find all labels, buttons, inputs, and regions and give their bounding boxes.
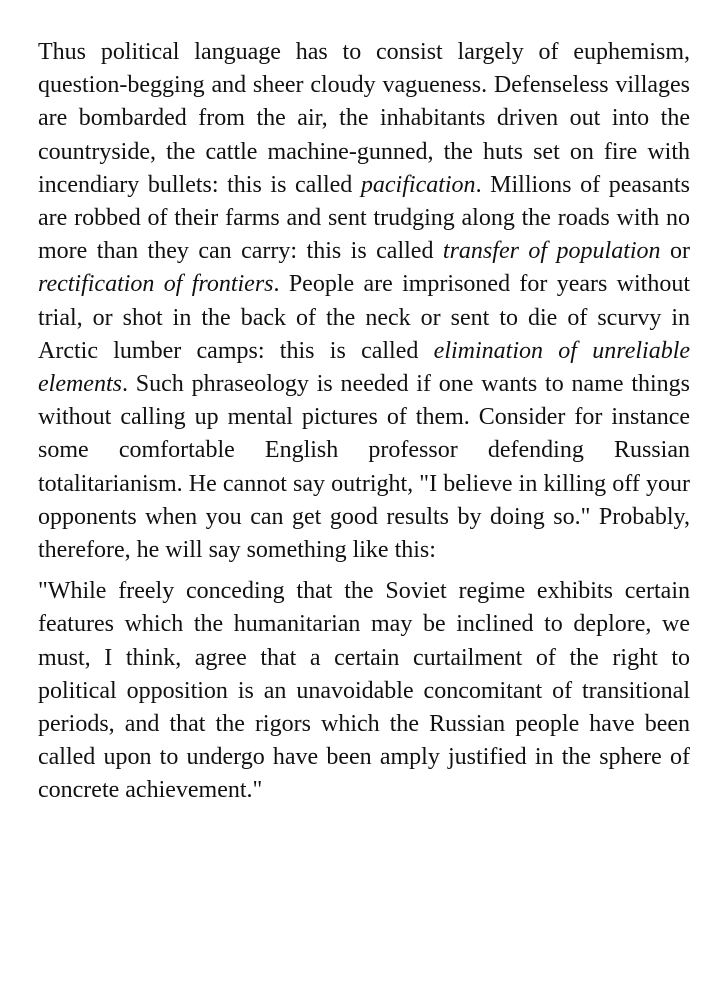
text-segment: . Such phraseology is needed if one wants to name things without calling up mental pictures of them. Consider for instance some comfortable English professor defending Russian totalitarianism. He cannot say outright, "I believe in killing off your opponents when you can get good results by doing so." Probably, therefore, he will say something like this: bbox=[38, 371, 690, 564]
italic-term-transfer-of-population: transfer of population bbox=[442, 238, 661, 265]
document-page bbox=[38, 36, 690, 808]
paragraph-quoted-example: "While freely conceding that the Soviet regime exhibits certain features which the humanitarian may be inclined to deplore, we must, I think, agree that a certain curtailment of the right to political opposition is an unavoidable concomitant of transitional periods, and that the rigors which the Russian people have been called upon to undergo have been amply justified in the sphere of concrete achievement." bbox=[38, 578, 690, 804]
text-segment: Thus political language has to consist largely of euphemism, question-begging and sheer cloudy vagueness. Defenseless villages are bombarded from the air, the inhabitants driven out into the countryside, the cattle machine-gunned, the huts set on fire with incendiary bullets: this is called bbox=[38, 39, 690, 198]
text-segment: or bbox=[660, 238, 690, 265]
italic-term-elimination-of-unreliable-elements: elimination of unreliable elements bbox=[38, 337, 691, 398]
paragraph-political-language bbox=[38, 36, 690, 567]
text-segment: . Millions of peasants are robbed of their farms and sent trudging along the roads with no more than they can carry: this is called bbox=[38, 171, 690, 265]
italic-term-pacification: pacification bbox=[360, 171, 476, 198]
italic-term-rectification-of-frontiers: rectification of frontiers bbox=[38, 271, 274, 298]
text-segment: . People are imprisoned for years without trial, or shot in the back of the neck or sent to die of scurvy in Arctic lumber camps: this is called bbox=[38, 271, 690, 364]
